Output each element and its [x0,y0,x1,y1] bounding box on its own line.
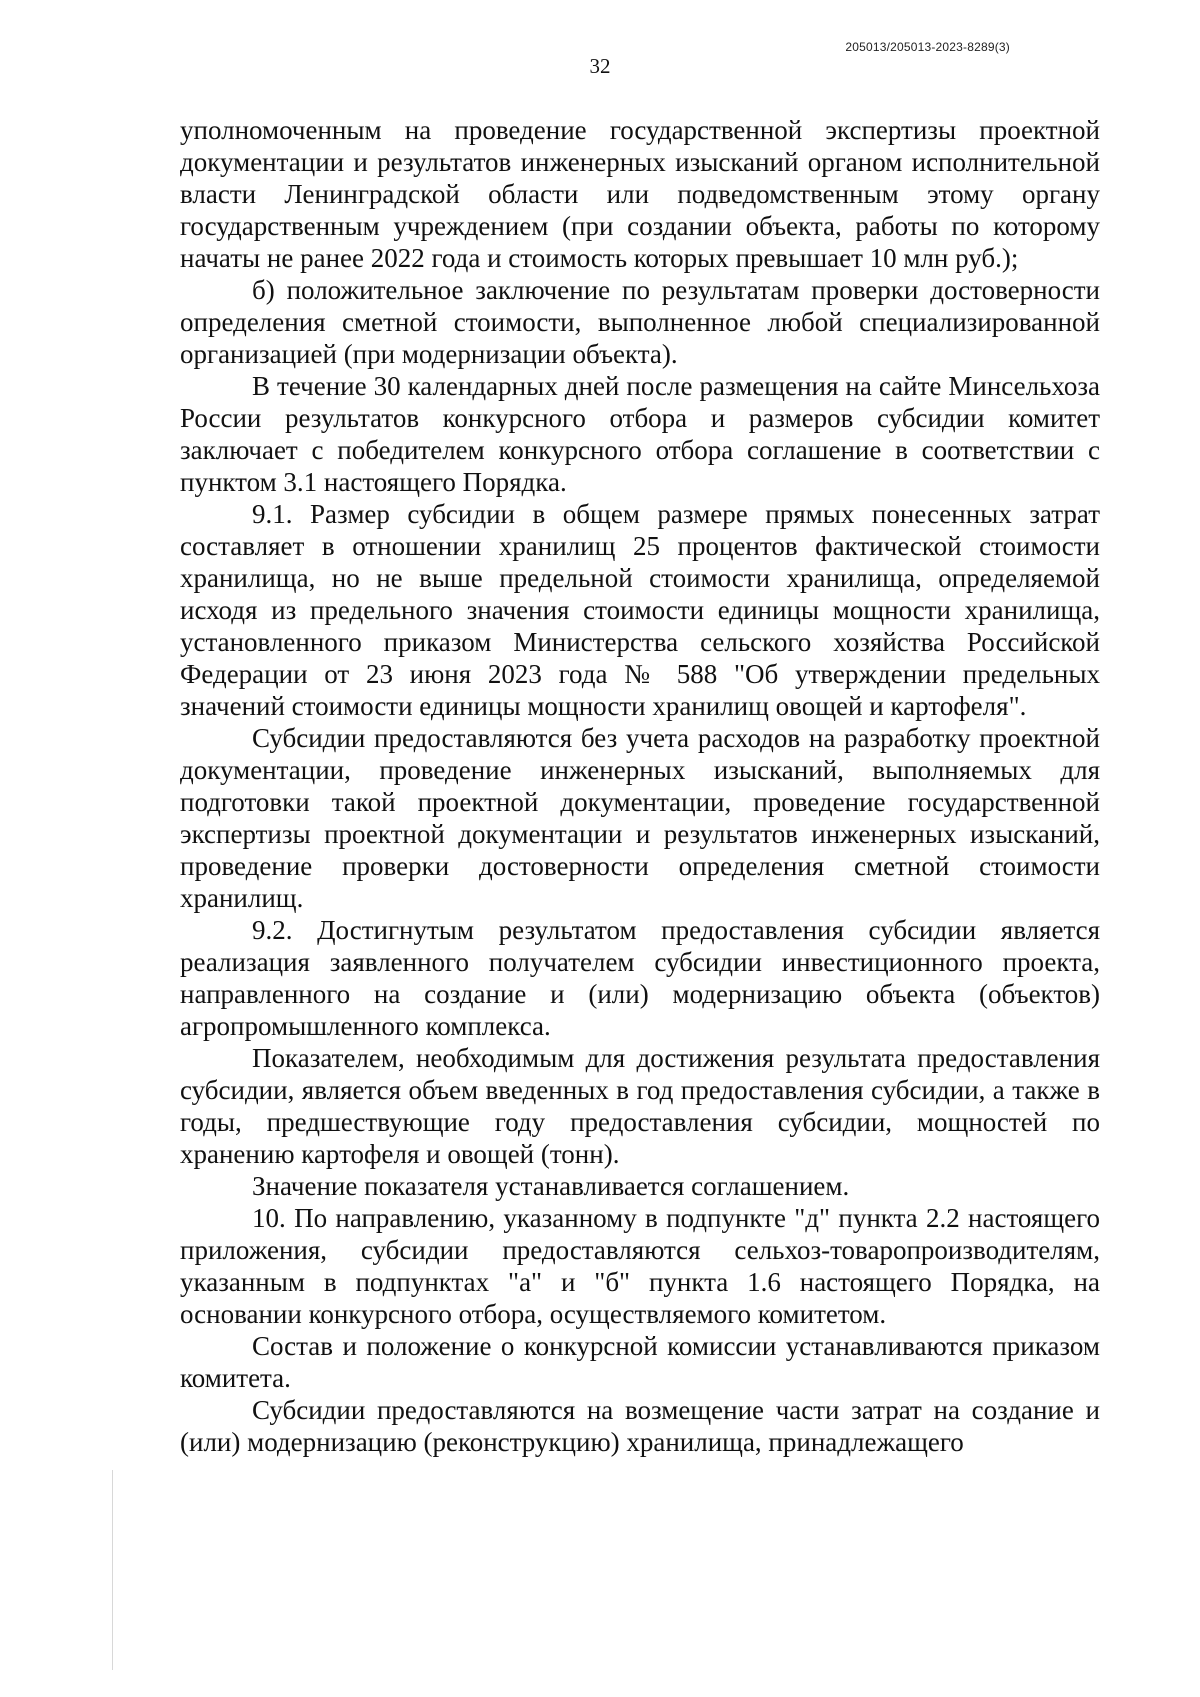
paragraph-9-1: 9.1. Размер субсидии в общем размере прямых понесенных затрат составляет в отношении хранилищ 25 процентов фактической стоимости хранилища, но не выше предельной стоимости хранилища, определяемой исходя из предельного значения стоимости единицы мощности хранилища, установленного приказом Министерства сельского хозяйства Российской Федерации от 23 июня 2023 года № 588 "Об утверждении предельных значений стоимости единицы мощности хранилищ овощей и картофеля". [180,499,1100,721]
paragraph-indicator: Показателем, необходимым для достижения результата предоставления субсидии, является объем введенных в год предоставления субсидии, а также в годы, предшествующие году предоставления субсидии, мощностей по хранению картофеля и овощей (тонн). [180,1043,1100,1169]
document-body [180,114,1100,1458]
paragraph-indicator-value: Значение показателя устанавливается соглашением. [252,1171,850,1201]
scan-edge-line [112,1470,113,1670]
paragraph-excluded-costs: Субсидии предоставляются без учета расходов на разработку проектной документации, проведение инженерных изысканий, выполняемых для подготовки такой проектной документации, проведение государственной экспертизы проектной документации и результатов инженерных изысканий, проведение проверки достоверности определения сметной стоимости хранилищ. [180,723,1100,913]
paragraph-9-2: 9.2. Достигнутым результатом предоставления субсидии является реализация заявленного получателем субсидии инвестиционного проекта, направленного на создание и (или) модернизацию объекта (объектов) агропромышленного комплекса. [180,915,1100,1041]
paragraph-commission: Состав и положение о конкурсной комиссии устанавливаются приказом комитета. [180,1331,1100,1393]
paragraph-subitem-b: б) положительное заключение по результатам проверки достоверности определения сметной стоимости, выполненное любой специализированной организацией (при модернизации объекта). [180,275,1100,369]
paragraph-10: 10. По направлению, указанному в подпункте "д" пункта 2.2 настоящего приложения, субсидии предоставляются сельхоз-товаропроизводителям, указанным в подпунктах "а" и "б" пункта 1.6 настоящего Порядка, на основании конкурсного отбора, осуществляемого комитетом. [180,1203,1100,1329]
document-registration-code: 205013/205013-2023-8289(3) [845,40,1010,54]
paragraph-subsidy-purpose: Субсидии предоставляются на возмещение части затрат на создание и (или) модернизацию (реконструкцию) хранилища, принадлежащего [180,1395,1100,1457]
page-number: 32 [589,54,611,78]
paragraph-agreement-term: В течение 30 календарных дней после размещения на сайте Минсельхоза России результатов конкурсного отбора и размеров субсидии комитет заключает с победителем конкурсного отбора соглашение в соответствии с пунктом 3.1 настоящего Порядка. [180,371,1100,497]
paragraph-continuation: уполномоченным на проведение государственной экспертизы проектной документации и результатов инженерных изысканий органом исполнительной власти Ленинградской области или подведомственным этому органу государственным учреждением (при создании объекта, работы по которому начаты не ранее 2022 года и стоимость которых превышает 10 млн руб.); [180,115,1100,273]
